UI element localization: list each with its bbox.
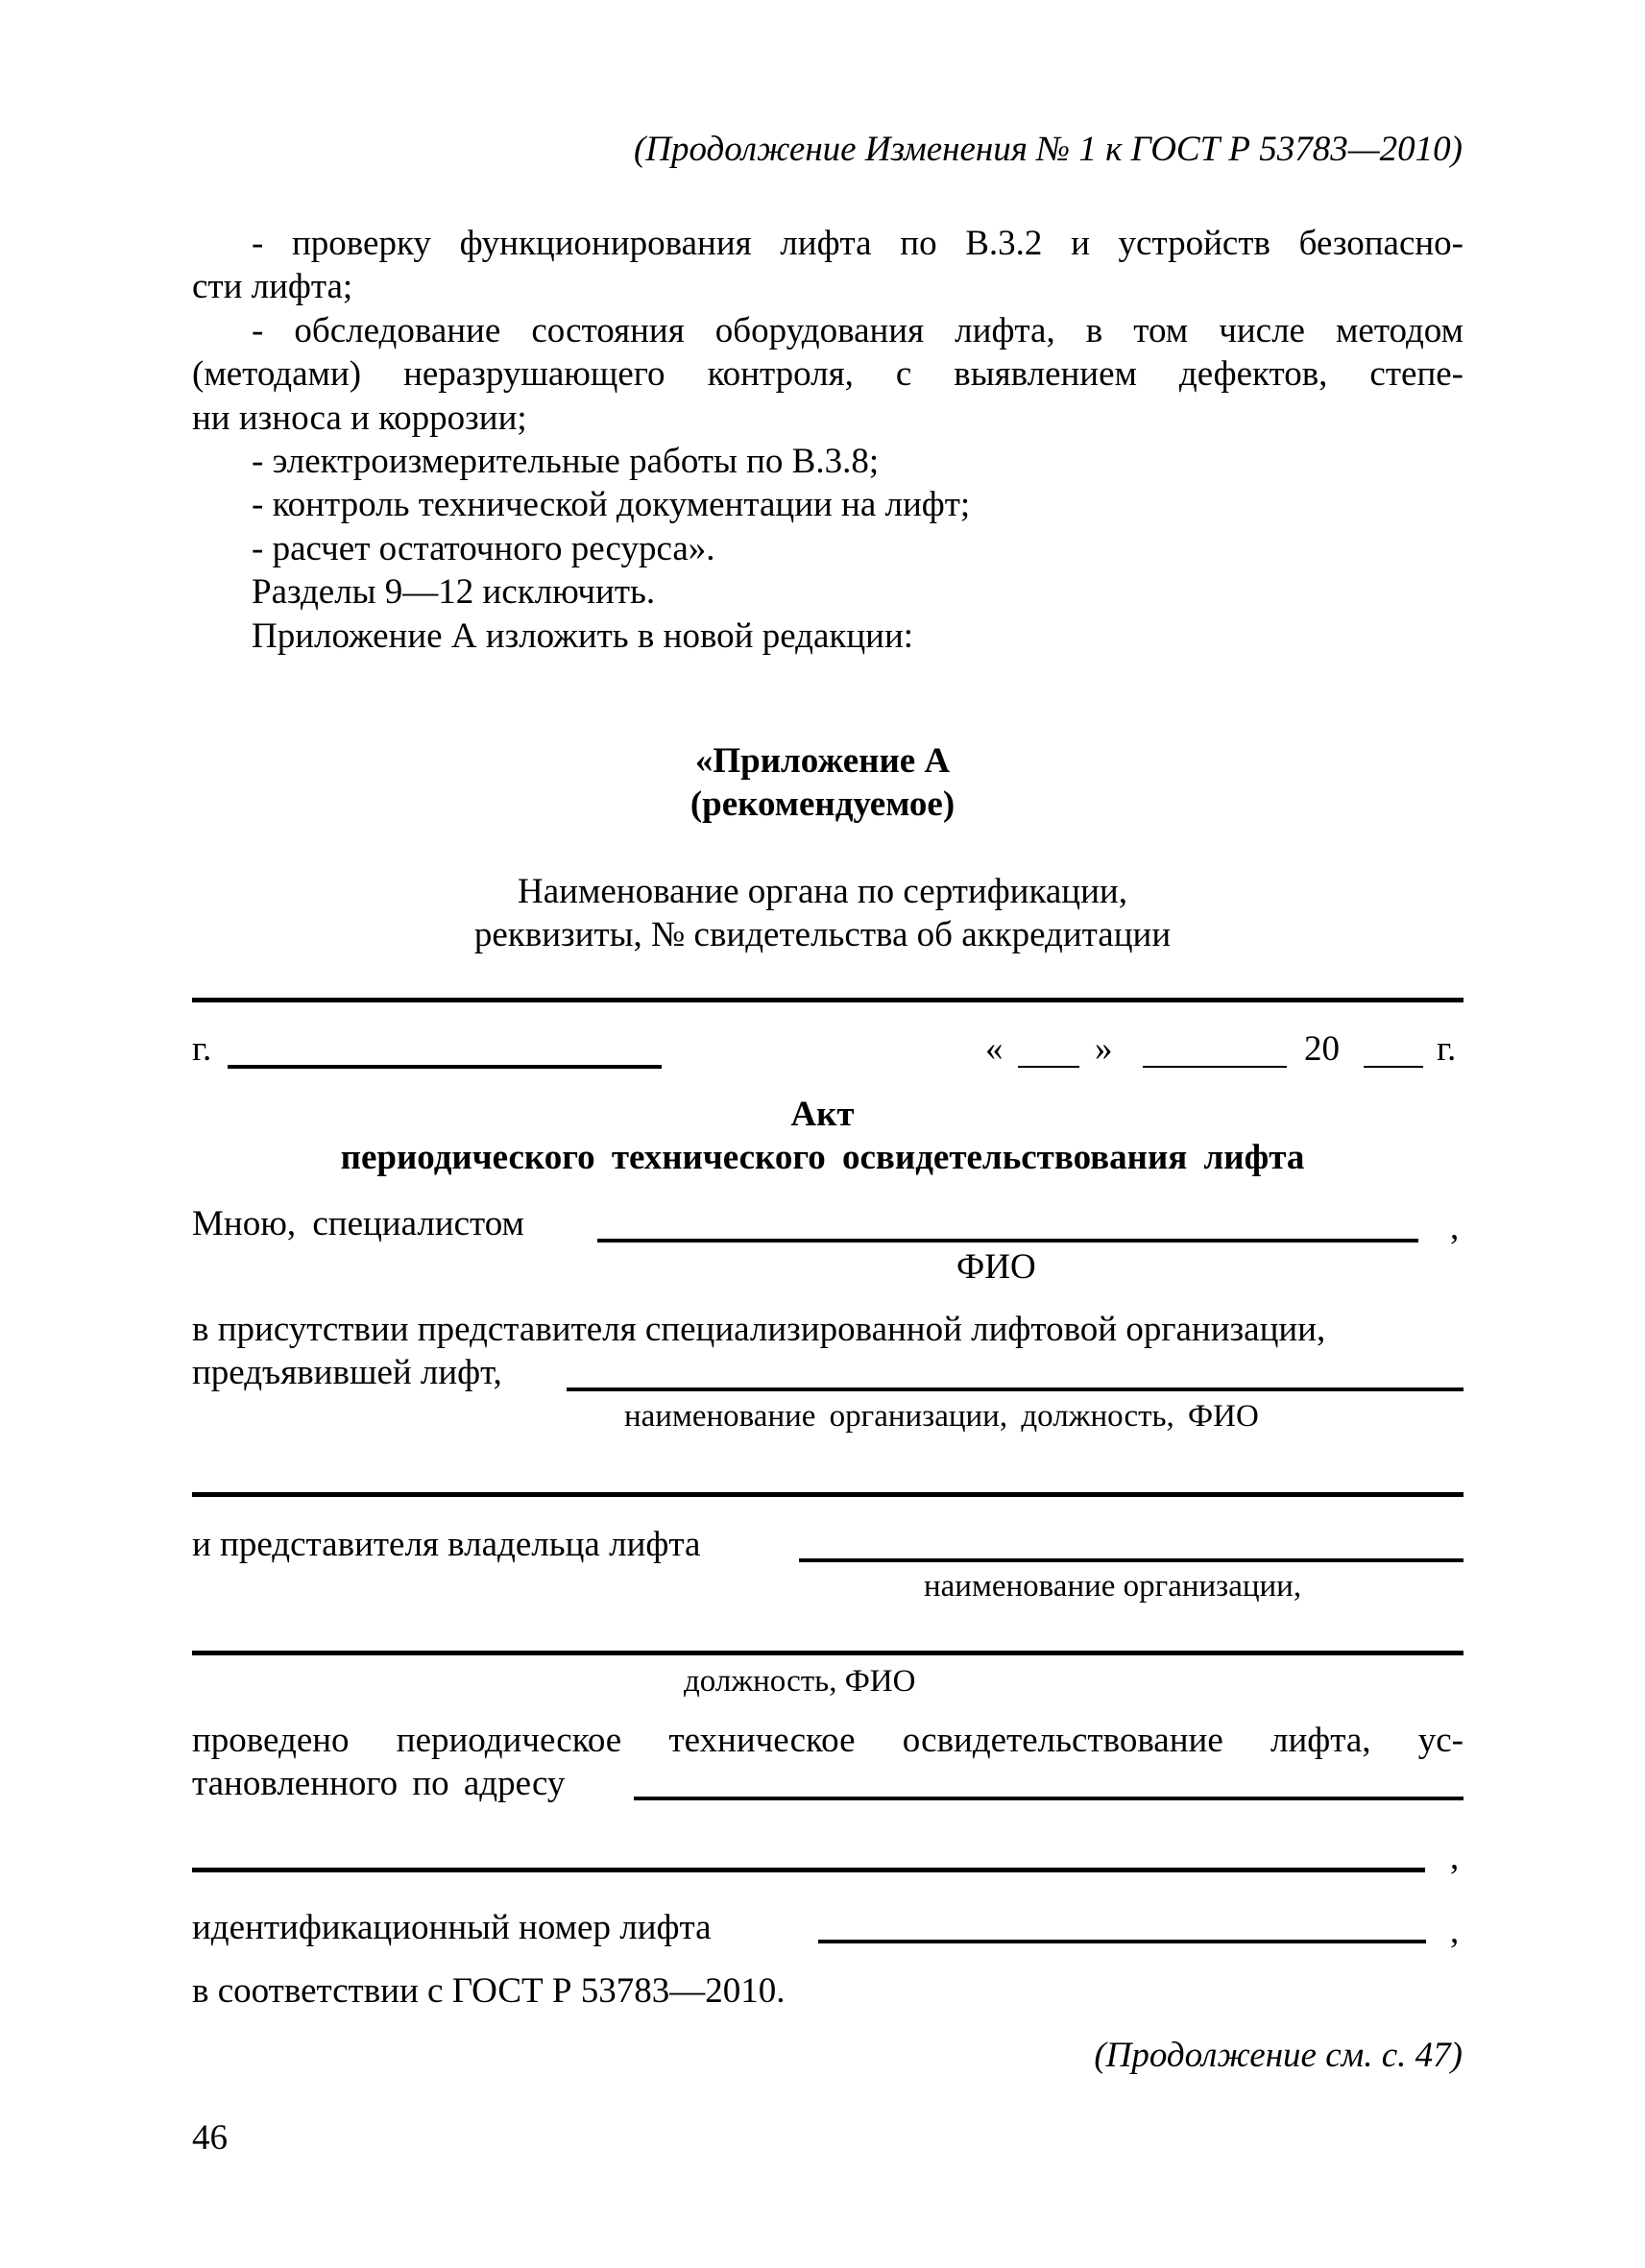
specialist-label: Мною, специалистом [192,1204,524,1243]
presenting-org-field[interactable] [567,1387,1464,1391]
presenting-org-field-continued[interactable] [192,1492,1464,1497]
day-field[interactable] [1018,1066,1079,1068]
conducted-line-2: тановленного по адресу [192,1764,566,1803]
org-line-1: Наименование органа по сертификации, [518,872,1127,911]
conducted-line-1: проведено периодическое техническое освидетельствование лифта, ус- [192,1721,1464,1760]
act-subtitle: периодического технического освидетельствования лифта [340,1138,1305,1177]
address-comma: , [1450,1838,1460,1877]
appendix-title: «Приложение А [694,741,951,781]
year-suffix: г. [1437,1029,1457,1069]
appendix-note: Приложение А изложить в новой редакции: [252,616,914,656]
org-rule [192,998,1464,1002]
address-field-continued[interactable] [192,1868,1425,1872]
org-name-caption: наименование организации, [924,1569,1302,1604]
sections-note: Разделы 9—12 исключить. [252,572,656,612]
list-item-2a: - обследование состояния оборудования лифта, в том числе методом [252,311,1464,350]
specialist-field[interactable] [597,1239,1418,1243]
id-label: идентификационный номер лифта [192,1908,712,1947]
list-item-2c: ни износа и коррозии; [192,398,527,438]
owner-org-field[interactable] [799,1558,1464,1562]
id-field[interactable] [818,1940,1426,1943]
date-open-quote: « [985,1029,1004,1069]
list-item-4: - контроль технической документации на лифт; [252,485,971,524]
year-field[interactable] [1364,1066,1423,1068]
appendix-subtitle: (рекомендуемое) [689,784,956,824]
id-comma: , [1450,1912,1460,1951]
year-prefix: 20 [1304,1029,1340,1069]
list-item-1b: сти лифта; [192,267,353,306]
position-fio-caption: должность, ФИО [684,1664,916,1699]
compliance-text: в соответствии с ГОСТ Р 53783—2010. [192,1971,786,2011]
city-field[interactable] [228,1065,662,1069]
page-number: 46 [192,2118,228,2158]
specialist-comma: , [1450,1208,1460,1247]
owner-position-field[interactable] [192,1651,1464,1655]
org-position-fio-caption: наименование организации, должность, ФИО [624,1399,1259,1434]
presence-line-1: в присутствии представителя специализированной лифтовой организации, [192,1310,1326,1349]
city-prefix: г. [192,1029,212,1069]
org-line-2: реквизиты, № свидетельства об аккредитации [473,915,1172,954]
list-item-5: - расчет остаточного ресурса». [252,529,715,568]
date-close-quote: » [1095,1029,1113,1069]
footer-continuation: (Продолжение см. с. 47) [1094,2036,1463,2075]
list-item-1a: - проверку функционирования лифта по В.3.2 и устройств безопасно- [252,224,1464,263]
address-field[interactable] [634,1797,1464,1800]
header-continuation: (Продолжение Изменения № 1 к ГОСТ Р 53783—2010) [633,130,1463,169]
act-title: Акт [790,1095,855,1134]
fio-caption: ФИО [956,1247,1036,1287]
owner-label: и представителя владельца лифта [192,1525,701,1564]
list-item-3: - электроизмерительные работы по В.3.8; [252,442,880,481]
list-item-2b: (методами) неразрушающего контроля, с выявлением дефектов, степе- [192,354,1464,394]
month-field[interactable] [1143,1066,1287,1068]
presence-line-2: предъявившей лифт, [192,1353,502,1392]
